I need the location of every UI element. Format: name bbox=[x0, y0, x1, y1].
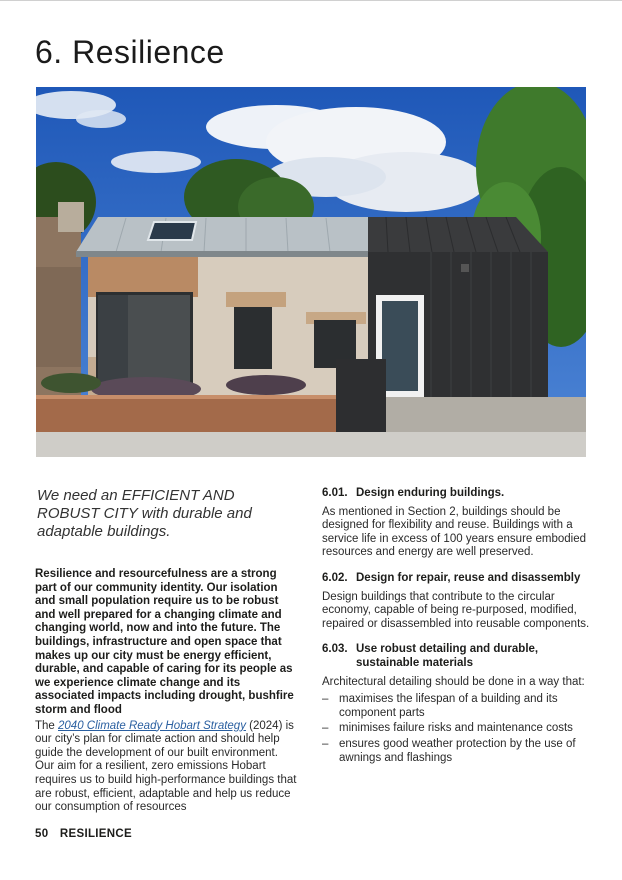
left-column bbox=[35, 487, 297, 815]
section-6-03 bbox=[322, 643, 590, 765]
section-title: Use robust detailing and durable, sustainable materials bbox=[356, 643, 539, 669]
section-body: Design buildings that contribute to the circular economy, capable of being re-purposed, modified, repaired or disassembled into reusable components. bbox=[322, 590, 590, 630]
section-heading bbox=[322, 643, 590, 670]
footer-section-label: RESILIENCE bbox=[59, 828, 132, 840]
lead-paragraph: Resilience and resourcefulness are a strong part of our community identity. Our isolation and small population require us to be robust and well prepared for a changing climate and changing world, now and into the future. The buildings, infrastructure and open space that makes up our city must be energy efficient, durable, and capable of caring for its people as we experience climate change and its associated impacts including drought, bushfire storm and flood bbox=[35, 568, 294, 716]
section-heading bbox=[322, 487, 590, 501]
section-number: 6.03. bbox=[322, 643, 348, 656]
bullet-list bbox=[322, 693, 590, 765]
section-title: Design for repair, reuse and disassembly bbox=[356, 571, 581, 584]
section-body: As mentioned in Section 2, buildings should be designed for flexibility and reuse. Buildings with a service life in excess of 100 years ensure embodied resources and energy are well preserved. bbox=[322, 505, 587, 559]
bullet-text: ensures good weather protection by the use of awnings and flashings bbox=[339, 737, 576, 764]
top-rule bbox=[0, 0, 622, 1]
section-6-02 bbox=[322, 572, 590, 631]
bullet-dash: – bbox=[322, 722, 329, 735]
strategy-paragraph bbox=[35, 720, 297, 815]
section-number: 6.02. bbox=[322, 571, 348, 584]
list-item bbox=[322, 722, 590, 736]
section-number: 6.01. bbox=[322, 487, 348, 499]
strategy-paragraph-suffix: (2024) is our city’s plan for climate action and should help guide the development of our built environment. Our aim for a resilient, zero emissions Hobart requires us to build high-performance buildings that are robust, efficient, adaptable and help us reduce our consumption of resources bbox=[35, 719, 297, 814]
page-title: 6. Resilience bbox=[35, 34, 225, 70]
list-item bbox=[322, 693, 590, 720]
section-6-01 bbox=[322, 487, 590, 560]
house-photo bbox=[36, 87, 586, 457]
list-item bbox=[322, 738, 590, 765]
right-column bbox=[322, 487, 590, 777]
house-photo-icon bbox=[36, 87, 586, 457]
section-title: Design enduring buildings. bbox=[356, 487, 505, 499]
bullet-text: minimises failure risks and maintenance costs bbox=[339, 722, 573, 735]
pull-quote: We need an EFFICIENT AND ROBUST CITY with durable and adaptable buildings. bbox=[37, 487, 252, 540]
climate-strategy-link[interactable]: 2040 Climate Ready Hobart Strategy bbox=[58, 719, 246, 732]
bullet-text: maximises the lifespan of a building and its component parts bbox=[339, 693, 558, 719]
section-heading bbox=[322, 572, 590, 586]
section-body: Architectural detailing should be done in a way that: bbox=[322, 675, 585, 688]
strategy-paragraph-prefix: The bbox=[35, 719, 59, 732]
bullet-dash: – bbox=[322, 737, 329, 750]
bullet-dash: – bbox=[322, 693, 329, 706]
page-footer bbox=[35, 828, 132, 840]
page-number: 50 bbox=[35, 828, 49, 840]
